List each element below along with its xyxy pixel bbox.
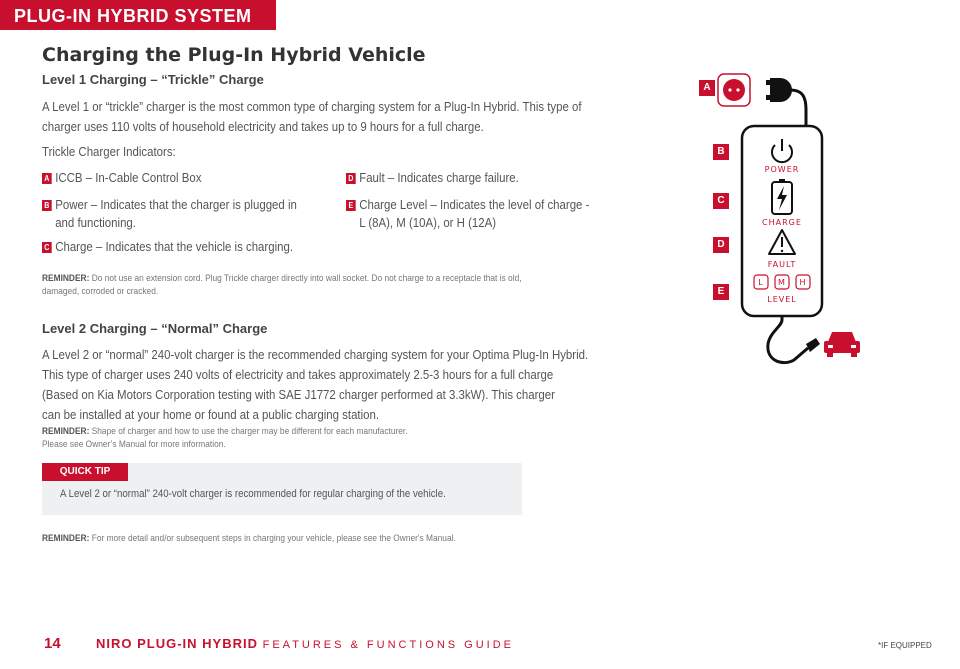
charge-cable: [768, 316, 808, 363]
quick-tip-label: QUICK TIP: [42, 463, 128, 481]
level2-paragraph: [42, 345, 588, 425]
level-option-h: H: [799, 278, 807, 287]
indicators-title: Trickle Charger Indicators:: [42, 144, 176, 159]
level1-paragraph-line: A Level 1 or “trickle” charger is the most common type of charging system for a Plug-In Hybrid. This type of: [42, 99, 582, 114]
indicator-text: Power – Indicates that the charger is plugged in: [55, 197, 297, 212]
level1-paragraph: [42, 97, 582, 137]
diagram-label-e: E: [713, 284, 729, 300]
indicator-badge: B: [42, 200, 52, 211]
level1-heading: Level 1 Charging – “Trickle” Charge: [42, 72, 264, 87]
reminder-text: Shape of charger and how to use the charger may be different for each manufacturer.: [91, 426, 408, 437]
indicator-text: Fault – Indicates charge failure.: [359, 170, 519, 185]
charge-label: CHARGE: [762, 218, 802, 227]
diagram-label-d: D: [713, 237, 729, 253]
indicator-text: Charge – Indicates that the vehicle is charging.: [55, 239, 294, 254]
indicator-b: [42, 196, 297, 232]
reminder-text: Do not use an extension cord. Plug Trickle charger directly into wall socket. Do not charge to a receptacle that is old,: [91, 273, 522, 284]
level2-paragraph-line: (Based on Kia Motors Corporation testing with SAE J1772 charger performed at 3.3kW). This charger: [42, 387, 555, 402]
wall-outlet-icon: [718, 74, 750, 106]
indicator-badge: A: [42, 173, 52, 184]
car-icon: [824, 332, 860, 357]
indicator-a: [42, 169, 201, 187]
footer-guide-subtitle: FEATURES & FUNCTIONS GUIDE: [262, 639, 514, 651]
page-title: Charging the Plug-In Hybrid Vehicle: [42, 44, 426, 66]
diagram-label-a: A: [699, 80, 715, 96]
indicator-d: [346, 169, 519, 187]
section-header: PLUG-IN HYBRID SYSTEM: [0, 0, 276, 30]
footer-note: *IF EQUIPPED: [878, 641, 932, 650]
indicator-text: Charge Level – Indicates the level of charge -: [359, 197, 590, 212]
level2-reminder: [42, 425, 408, 451]
level-option-l: L: [758, 278, 764, 287]
indicator-badge: D: [346, 173, 356, 184]
reminder-text: For more detail and/or subsequent steps in charging your vehicle, please see the Owner's Manual.: [91, 533, 456, 544]
fault-label: FAULT: [767, 260, 797, 269]
level2-heading: Level 2 Charging – “Normal” Charge: [42, 321, 268, 336]
page-number: 14: [44, 635, 61, 652]
indicator-c: [42, 238, 293, 256]
indicator-badge: C: [42, 242, 52, 253]
reminder-label: REMINDER:: [42, 426, 90, 437]
reminder-label: REMINDER:: [42, 533, 90, 544]
reminder-label: REMINDER:: [42, 273, 90, 284]
level2-paragraph-line: This type of charger uses 240 volts of electricity and takes approximately 2.5-3 hours for a full charge: [42, 367, 554, 382]
indicator-text: and functioning.: [55, 215, 136, 230]
power-label: POWER: [764, 165, 800, 174]
reminder-text: Please see Owner’s Manual for more information.: [42, 439, 226, 450]
level-label: LEVEL: [767, 295, 797, 304]
indicator-badge: E: [346, 200, 356, 211]
icc-box-diagram: [690, 70, 890, 370]
level1-reminder: [42, 272, 522, 298]
plug-icon: [766, 78, 806, 128]
level-option-m: M: [778, 278, 786, 287]
footer-guide-name: NIRO PLUG-IN HYBRID: [96, 636, 258, 651]
indicator-text: ICCB – In-Cable Control Box: [55, 170, 202, 185]
quick-tip-text: A Level 2 or “normal” 240-volt charger is recommended for regular charging of the vehicle.: [60, 488, 446, 500]
indicator-text: L (8A), M (10A), or H (12A): [359, 215, 497, 230]
level-indicators: [754, 275, 810, 289]
diagram-label-c: C: [713, 193, 729, 209]
level2-paragraph-line: can be installed at your home or found at a public charging station.: [42, 407, 380, 422]
connector-icon: [806, 338, 820, 352]
final-reminder: [42, 532, 456, 545]
diagram-label-b: B: [713, 144, 729, 160]
reminder-text: damaged, corroded or cracked.: [42, 286, 159, 297]
level1-paragraph-line: charger uses 110 volts of household electricity and takes up to 9 hours for a full charge.: [42, 119, 484, 134]
indicator-e: [346, 196, 589, 232]
level2-paragraph-line: A Level 2 or “normal” 240-volt charger is the recommended charging system for your Optima Plug-In Hybrid.: [42, 347, 589, 362]
footer-title: [96, 636, 514, 651]
